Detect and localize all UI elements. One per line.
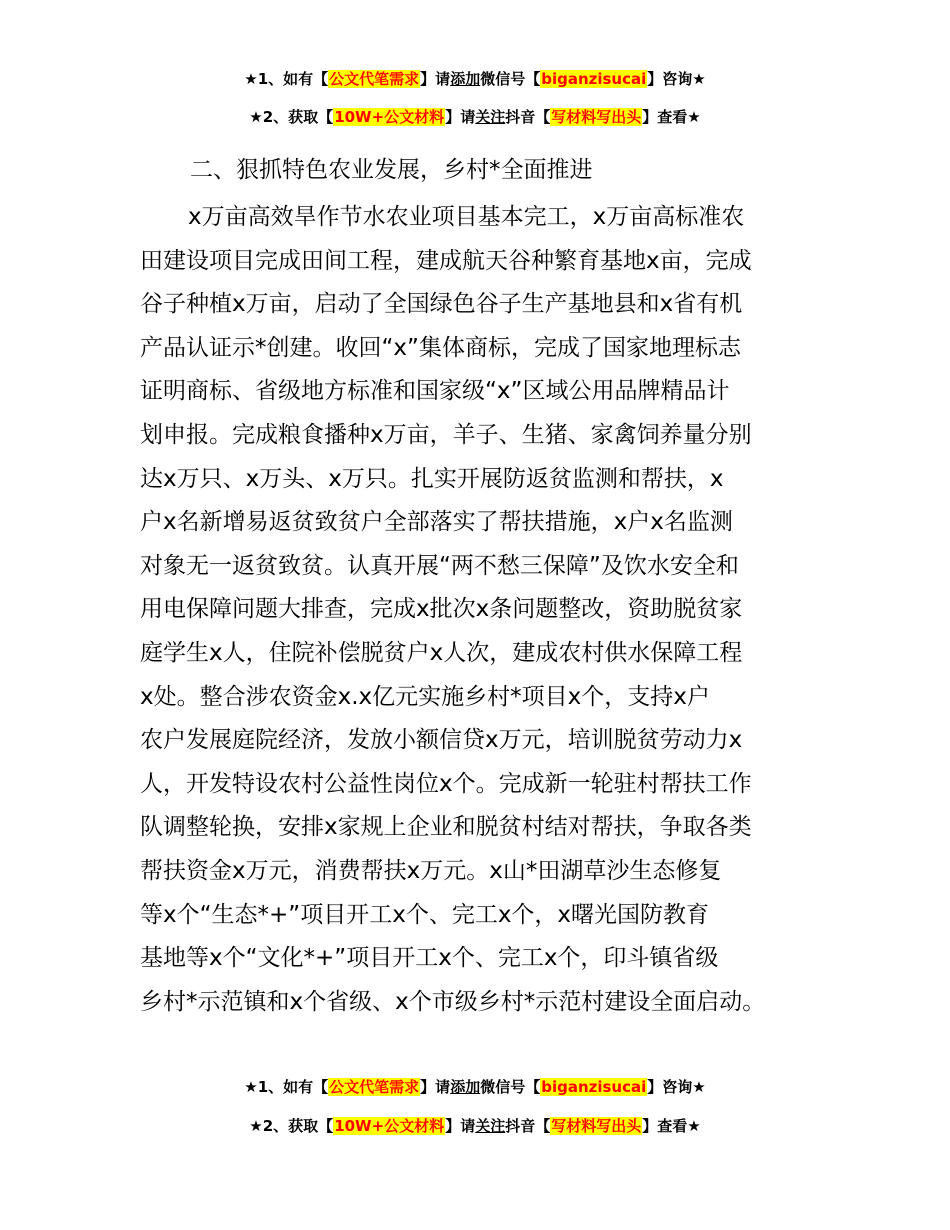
banner-text: 抖音【 [505, 1117, 551, 1135]
highlight-douyin-account: 写材料写出头 [551, 1117, 642, 1135]
bottom-banner-line-2 [0, 1115, 950, 1137]
bottom-banner-line-1 [0, 1076, 950, 1098]
paragraph-line: 户x名新增易返贫致贫户全部落实了帮扶措施，x户x名监测 [140, 509, 733, 536]
banner-text: ★2、获取【 [249, 1117, 334, 1135]
paragraph-line: 农户发展庭院经济，发放小额信贷x万元，培训脱贫劳动力x [140, 727, 743, 754]
paragraph-line: 庭学生x人，住院补偿脱贫户x人次，建成农村供水保障工程 [140, 639, 743, 666]
paragraph-line: x万亩高效旱作节水农业项目基本完工，x万亩高标准农 [188, 204, 745, 230]
underlined-add: 添加 [450, 70, 481, 88]
banner-text: 】请 [445, 108, 476, 126]
highlight-materials: 10W+公文材料 [334, 1117, 445, 1135]
top-banner-line-1 [0, 68, 950, 90]
highlight-materials: 10W+公文材料 [334, 108, 445, 126]
banner-text: 微信号【 [480, 1078, 541, 1096]
banner-text: 】咨询★ [647, 1078, 706, 1096]
paragraph-line: 划申报。完成粮食播种x万亩，羊子、生猪、家禽饲养量分别 [140, 421, 752, 448]
banner-text: ★2、获取【 [249, 108, 334, 126]
paragraph-line: 谷子种植x万亩，启动了全国绿色谷子生产基地县和x省有机 [140, 291, 743, 318]
highlight-ghostwriting-service: 公文代笔需求 [329, 70, 420, 88]
banner-text: ★1、如有【 [244, 70, 329, 88]
underlined-follow: 关注 [475, 108, 506, 126]
highlight-wechat-id: biganzisucai [541, 70, 647, 88]
banner-text: 抖音【 [505, 108, 551, 126]
paragraph-line: 等x个“生态*+”项目开工x个、完工x个，x曙光国防教育 [140, 901, 710, 928]
body-paragraph [140, 196, 820, 1024]
banner-text: 】请 [445, 1117, 476, 1135]
banner-text: 】查看★ [642, 1117, 701, 1135]
paragraph-line: 乡村*示范镇和x个省级、x个市级乡村*示范村建设全面启动。 [140, 988, 766, 1015]
banner-text: 】查看★ [642, 108, 701, 126]
banner-text: 】咨询★ [647, 70, 706, 88]
paragraph-line: 对象无一返贫致贫。认真开展“两不愁三保障”及饮水安全和 [140, 552, 739, 579]
paragraph-line: 达x万只、x万头、x万只。扎实开展防返贫监测和帮扶，x [140, 465, 724, 492]
paragraph-line: x处。整合涉农资金x.x亿元实施乡村*项目x个，支持x户 [140, 683, 710, 710]
banner-text: 】请 [420, 70, 451, 88]
highlight-douyin-account: 写材料写出头 [551, 108, 642, 126]
section-heading: 二、狠抓特色农业发展，乡村*全面推进 [190, 157, 593, 183]
paragraph-line: 基地等x个“文化*+”项目开工x个、完工x个，印斗镇省级 [140, 945, 719, 972]
paragraph-line: 田建设项目完成田间工程，建成航天谷种繁育基地x亩，完成 [140, 247, 752, 274]
top-banner-line-2 [0, 106, 950, 128]
highlight-ghostwriting-service: 公文代笔需求 [329, 1078, 420, 1096]
paragraph-line: 人，开发特设农村公益性岗位x个。完成新一轮驻村帮扶工作 [140, 770, 752, 797]
underlined-follow: 关注 [475, 1117, 506, 1135]
banner-text: ★1、如有【 [244, 1078, 329, 1096]
paragraph-line: 帮扶资金x万元，消费帮扶x万元。x山*田湖草沙生态修复 [140, 857, 722, 884]
underlined-add: 添加 [450, 1078, 481, 1096]
paragraph-line: 证明商标、省级地方标准和国家级“x”区域公用品牌精品计 [140, 378, 730, 405]
paragraph-line: 队调整轮换，安排x家规上企业和脱贫村结对帮扶，争取各类 [140, 814, 752, 841]
banner-text: 】请 [420, 1078, 451, 1096]
paragraph-line: 产品认证示*创建。收回“x”集体商标，完成了国家地理标志 [140, 334, 741, 361]
highlight-wechat-id: biganzisucai [541, 1078, 647, 1096]
paragraph-line: 用电保障问题大排查，完成x批次x条问题整改，资助脱贫家 [140, 596, 743, 623]
banner-text: 微信号【 [480, 70, 541, 88]
